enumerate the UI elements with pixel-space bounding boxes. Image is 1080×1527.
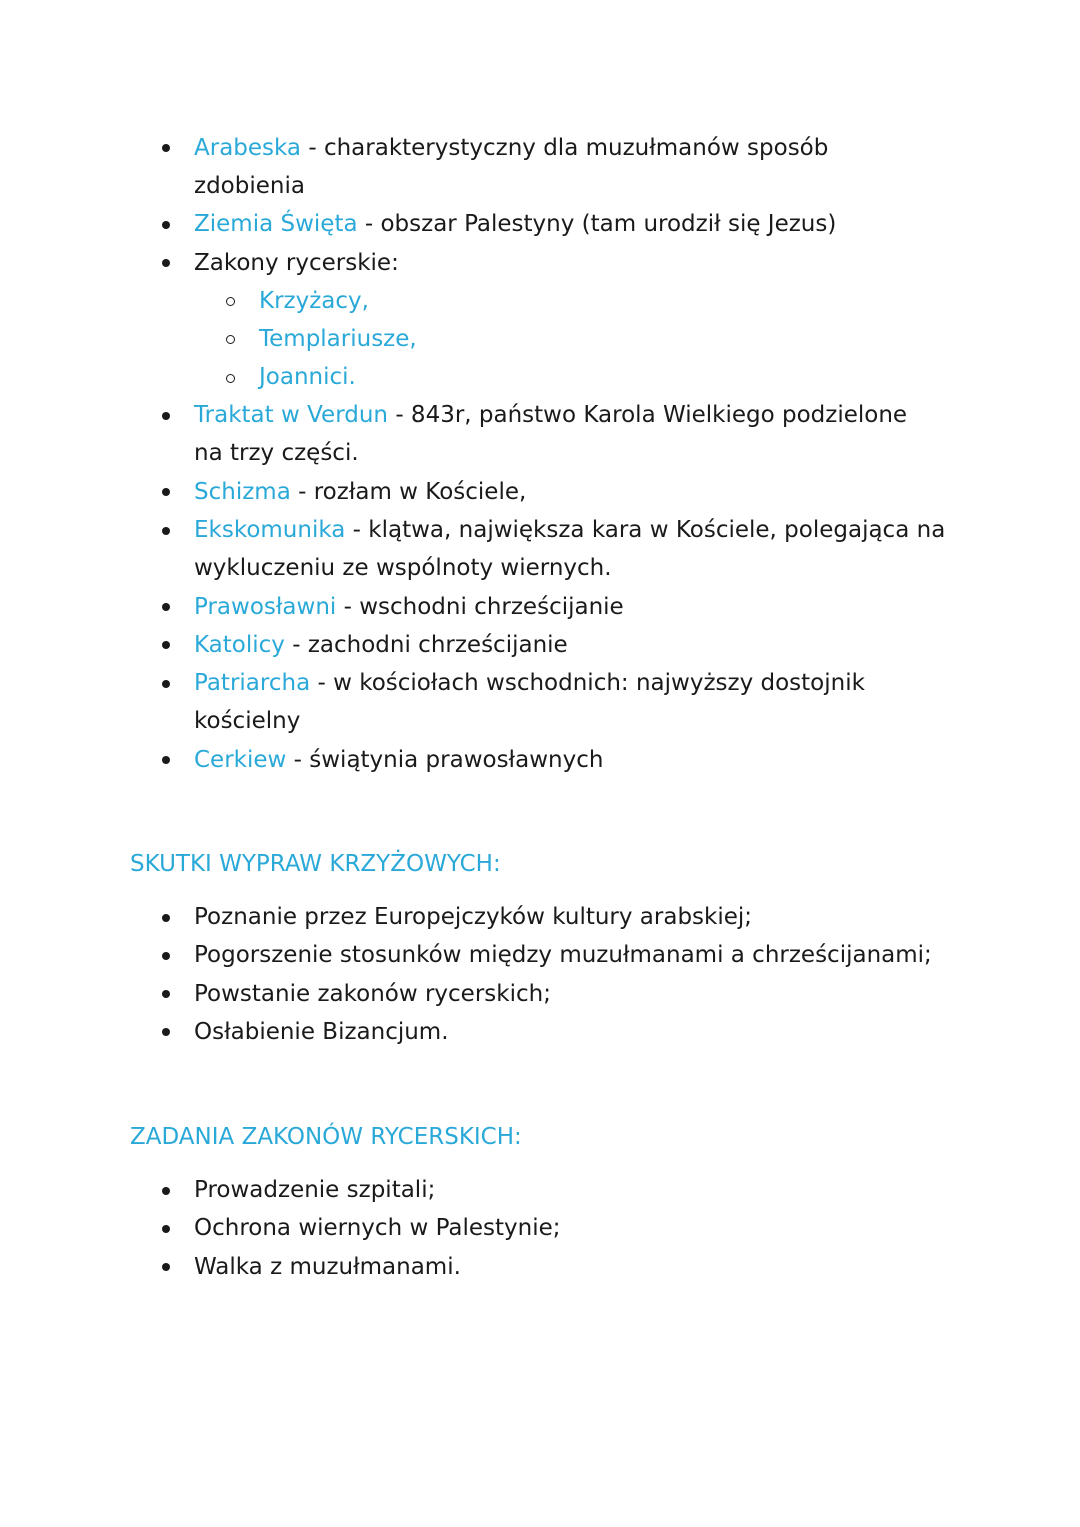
definition-text: - 843r, państwo Karola Wielkiego podzielone xyxy=(388,402,908,428)
bullet-icon xyxy=(162,680,170,688)
order-item: Templariusze, xyxy=(259,326,417,352)
definition-item xyxy=(194,473,526,511)
task-item: Prowadzenie szpitali; xyxy=(194,1177,436,1203)
bullet-icon xyxy=(162,1225,170,1233)
order-item: Krzyżacy, xyxy=(259,288,369,314)
definition-term: Ziemia Święta xyxy=(194,211,358,237)
definition-text: - charakterystyczny dla muzułmanów sposób xyxy=(301,135,829,161)
definition-continuation: zdobienia xyxy=(194,173,305,199)
definition-item xyxy=(194,626,568,664)
definition-item xyxy=(194,511,945,549)
circle-bullet-icon xyxy=(226,374,235,383)
definition-item xyxy=(194,588,624,626)
definition-item xyxy=(194,205,836,243)
order-item: Joannici. xyxy=(259,364,356,390)
definition-term: Cerkiew xyxy=(194,747,287,773)
definition-item xyxy=(194,129,828,167)
definition-term: Katolicy xyxy=(194,632,285,658)
bullet-icon xyxy=(162,527,170,535)
definition-text: - klątwa, największa kara w Kościele, polegająca na xyxy=(345,517,946,543)
section-heading-tasks: ZADANIA ZAKONÓW RYCERSKICH: xyxy=(130,1124,522,1150)
bullet-icon xyxy=(162,641,170,649)
definition-item xyxy=(194,244,399,282)
definition-text: - wschodni chrześcijanie xyxy=(336,594,624,620)
definition-text: - zachodni chrześcijanie xyxy=(284,632,568,658)
definition-term: Prawosławni xyxy=(194,594,337,620)
bullet-icon xyxy=(162,603,170,611)
bullet-icon xyxy=(162,412,170,420)
circle-bullet-icon xyxy=(226,335,235,344)
definition-item xyxy=(194,396,907,434)
definition-continuation: kościelny xyxy=(194,708,301,734)
definition-continuation: wykluczeniu ze wspólnoty wiernych. xyxy=(194,555,612,581)
definition-text: - rozłam w Kościele, xyxy=(290,479,527,505)
effect-item: Pogorszenie stosunków między muzułmanami a chrześcijanami; xyxy=(194,942,932,968)
section-heading-effects: SKUTKI WYPRAW KRZYŻOWYCH: xyxy=(130,851,501,877)
bullet-icon xyxy=(162,990,170,998)
effect-item: Osłabienie Bizancjum. xyxy=(194,1019,449,1045)
bullet-icon xyxy=(162,488,170,496)
bullet-icon xyxy=(162,952,170,960)
definition-term: Traktat w Verdun xyxy=(194,402,389,428)
definition-term: Arabeska xyxy=(194,135,302,161)
definition-item xyxy=(194,664,865,702)
bullet-icon xyxy=(162,914,170,922)
task-item: Walka z muzułmanami. xyxy=(194,1254,461,1280)
bullet-icon xyxy=(162,144,170,152)
circle-bullet-icon xyxy=(226,297,235,306)
bullet-icon xyxy=(162,1187,170,1195)
definition-item xyxy=(194,741,603,779)
effect-item: Powstanie zakonów rycerskich; xyxy=(194,981,551,1007)
bullet-icon xyxy=(162,221,170,229)
bullet-icon xyxy=(162,1263,170,1271)
bullet-icon xyxy=(162,259,170,267)
definition-term: Patriarcha xyxy=(194,670,311,696)
bullet-icon xyxy=(162,1028,170,1036)
definition-continuation: na trzy części. xyxy=(194,440,359,466)
definition-text: Zakony rycerskie: xyxy=(194,250,399,276)
task-item: Ochrona wiernych w Palestynie; xyxy=(194,1215,561,1241)
bullet-icon xyxy=(162,756,170,764)
definition-text: - świątynia prawosławnych xyxy=(286,747,604,773)
definition-term: Ekskomunika xyxy=(194,517,346,543)
definition-term: Schizma xyxy=(194,479,291,505)
definition-text: - w kościołach wschodnich: najwyższy dostojnik xyxy=(310,670,865,696)
effect-item: Poznanie przez Europejczyków kultury arabskiej; xyxy=(194,904,753,930)
definition-text: - obszar Palestyny (tam urodził się Jezus) xyxy=(357,211,837,237)
